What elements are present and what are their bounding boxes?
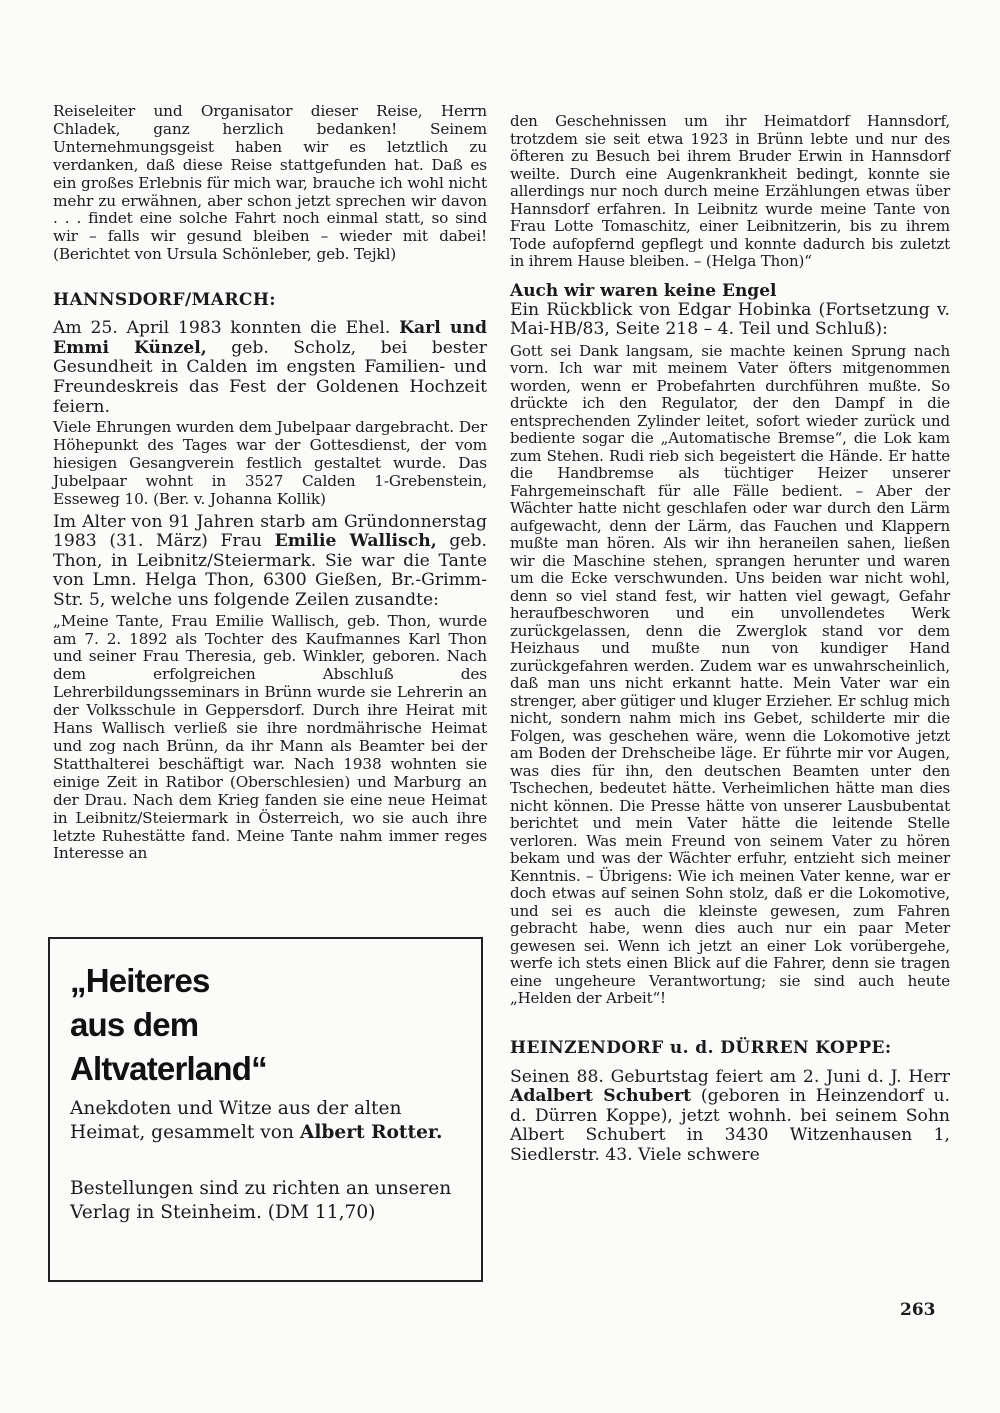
obituary-paragraph xyxy=(53,513,487,611)
article-story: Gott sei Dank langsam, sie machte keinen Sprung nach vorn. Ich war mit meinem Vater öfters mitgenommen worden, wenn er Probefahrten durchführen mußte. So drückte ich den Regulator, der den Dampf in die entsprechenden Zylinder leitet, sofort wieder zurück und bediente sogar die „Automatische Bremse“, die Lok kam zum Stehen. Rudi rieb sich begeistert die Hände. Er hatte die Handbremse als tüchtiger Heizer unserer Fahrgemeinschaft für alle Fälle bedient. – Aber der Wächter hatte nicht geschlafen oder war durch den Lärm aufgewacht, denn der Lärm, das Fauchen und Klappern mußte man hören. Als wir ihn heraneilen sahen, ließen wir die Maschine stehen, sprangen herunter und waren um die Ecke verschwunden. Uns beiden war nicht wohl, denn so viel stand fest, wir hatten viel gewagt, Gefahr heraufbeschworen und ein unvollendetes Werk zurückgelassen, denn die Zwerglok stand vor dem Heizhaus und mußte nun von kundiger Hand zurückgefahren werden. Zudem war es unwahrscheinlich, daß man uns nicht erkannt hatte. Mein Vater war ein strenger, aber gütiger und kluger Erzieher. Er schlug mich nicht, sondern nahm mich ins Gebet, schilderte mir die Folgen, was geschehen wäre, wenn die Lokomotive jetzt am Boden der Drehscheibe läge. Er führte mir vor Augen, was dies für ihn, den deutschen Beamten unter den Tschechen, bedeutet hätte. Verheimlichen hätte man dies nicht können. Die Presse hätte von unserer Lausbubentat berichtet und mein Vater hätte die leitende Stelle verloren. Was mein Freund von seinem Vater zu hören bekam und was der Wächter erfuhr, entzieht sich meiner Kenntnis. – Übrigens: Wie ich meinen Vater kenne, war er doch etwas auf seinen Sohn stolz, daß er die Lokomotive, und sei es auch die kleinste gewesen, zum Fahren gebracht habe, wenn dies auch nur ein paar Meter gewesen sei. Wenn ich jetzt an einer Lok vorübergehe, werfe ich stets einen Blick auf die Fahrer, denn sie tragen eine ungeheure Verantwortung; sie sind auch heute „Helden der Arbeit“! xyxy=(510,341,950,1008)
article-subtitle: Ein Rückblick von Edgar Hobinka (Fortsetzung v. Mai-HB/83, Seite 218 – 4. Teil und Schluß): xyxy=(510,299,950,340)
ad-title xyxy=(70,959,267,1091)
travel-report-paragraph: Reiseleiter und Organisator dieser Reise, Herrn Chladek, ganz herzlich bedanken! Seinem Unternehmungsgeist haben wir es letztlich zu verdanken, daß diese Reise stattgefunden hat. Daß es ein großes Erlebnis für mich war, brauche ich wohl nicht mehr zu erwähnen, aber schon jetzt sprechen wir davon . . . findet eine solche Fahrt noch einmal statt, so sind wir – falls wir gesund bleiben – wieder mit dabei! (Berichtet von Ursula Schönleber, geb. Tejkl) xyxy=(53,102,487,264)
ad-title-line: Altvaterland“ xyxy=(70,1050,267,1087)
left-column xyxy=(53,103,487,863)
birthday-text: Seinen 88. Geburtstag feiert am 2. Juni d. J. Herr xyxy=(510,1066,950,1087)
section-heading-hannsdorf: HANNSDORF/MARCH: xyxy=(53,290,276,311)
golden-wedding-paragraph xyxy=(53,319,487,417)
letter-continuation: den Geschehnissen um ihr Heimatdorf Hannsdorf, trotzdem sie seit etwa 1923 in Brünn lebte und nur des öfteren zu Besuch bei ihrem Bruder Erwin in Hannsdorf weilte. Durch eine Augenkrankheit bedingt, konnte sie allerdings nur noch durch meine Erzählungen etwas über Hannsdorf erfahren. In Leibnitz wurde meine Tante von Frau Lotte Tomaschitz, einer Leibnitzerin, bis zu ihrem Tode aufopfernd gepflegt und konnte dadurch bis zuletzt in ihrem Hause bleiben. – (Helga Thon)“ xyxy=(510,112,950,270)
page-number: 263 xyxy=(900,1300,936,1320)
ad-description-text: Anekdoten und Witze aus der alten Heimat, gesammelt von xyxy=(70,1098,402,1143)
obituary-letter: „Meine Tante, Frau Emilie Wallisch, geb. Thon, wurde am 7. 2. 1892 als Tochter des Kaufmannes Karl Thon und seiner Frau Theresia, geb. Winkler, geboren. Nach dem erfolgreichen Abschluß des Lehrerbildungsseminars in Brünn wurde sie Lehrerin an der Volksschule in Geppersdorf. Durch ihre Heirat mit Hans Wallisch verließ sie ihre nordmährische Heimat und zog nach Brünn, da ihr Mann als Beamter bei der Statthalterei beschäftigt war. Nach 1938 wohnten sie einige Zeit in Ratibor (Oberschlesien) und Marburg an der Drau. Nach dem Krieg fanden sie eine neue Heimat in Leibnitz/Steiermark in Österreich, wo sie auch ihre letzte Ruhestätte fand. Meine Tante nahm immer reges Interesse an xyxy=(53,611,487,863)
golden-wedding-detail: Viele Ehrungen wurden dem Jubelpaar dargebracht. Der Höhepunkt des Tages war der Gottesdienst, der vom hiesigen Gesangverein festlich gestaltet wurde. Das Jubelpaar wohnt in 3527 Calden 1-Grebenstein, Esseweg 10. (Ber. v. Johanna Kollik) xyxy=(53,418,487,508)
ad-order-info: Bestellungen sind zu richten an unseren Verlag in Steinheim. (DM 11,70) xyxy=(70,1178,452,1223)
birthday-paragraph xyxy=(510,1068,950,1166)
ad-author: Albert Rotter. xyxy=(299,1121,443,1143)
right-column xyxy=(510,113,950,1166)
book-advertisement xyxy=(48,937,483,1282)
ad-description xyxy=(70,1097,470,1145)
golden-wedding-names: Karl und Emmi Künzel, xyxy=(53,318,488,358)
ad-title-line: „Heiteres xyxy=(70,962,210,999)
golden-wedding-text: Am 25. April 1983 konnten die Ehel. xyxy=(53,318,400,339)
obituary-text-cont: geb. Thon, in Leibnitz/Steiermark. Sie war die Tante von Lmn. Helga Thon, 6300 Gießen, Br.-Grimm-Str. 5, welche uns folgende Zeilen zusandte: xyxy=(53,531,487,611)
birthday-text-cont: (geboren in Heinzendorf u. d. Dürren Koppe), jetzt wohnh. bei seinem Sohn Albert Schubert in 3430 Witzenhausen 1, Siedlerstr. 43. Viele schwere xyxy=(510,1086,950,1166)
ad-title-line: aus dem xyxy=(70,1006,199,1043)
section-heading-heinzendorf: HEINZENDORF u. d. DÜRREN KOPPE: xyxy=(510,1037,892,1058)
obituary-name: Emilie Wallisch, xyxy=(274,531,437,552)
birthday-name: Adalbert Schubert xyxy=(510,1086,692,1107)
article-title: Auch wir waren keine Engel xyxy=(510,280,777,301)
golden-wedding-text-cont: geb. Scholz, bei bester Gesundheit in Calden im engsten Familien- und Freundeskreis das Fest der Goldenen Hochzeit feiern. xyxy=(53,337,487,417)
obituary-text: Im Alter von 91 Jahren starb am Gründonnerstag 1983 (31. März) Frau xyxy=(53,511,487,552)
